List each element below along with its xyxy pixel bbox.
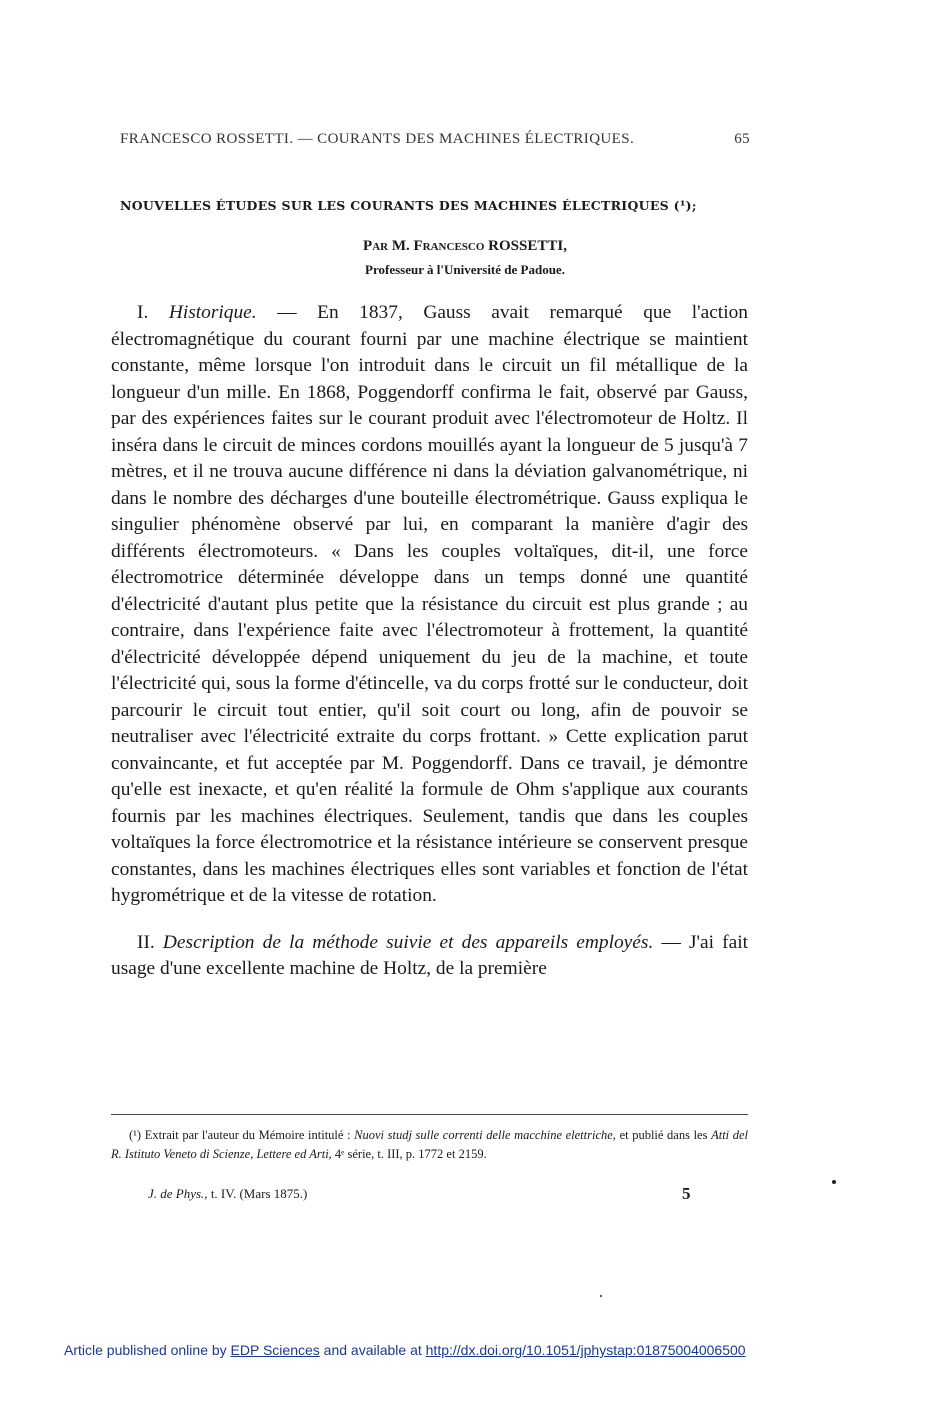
publisher-prefix: Article published online by [64,1342,227,1358]
footnote-marker: (¹) [129,1128,142,1142]
article-body [111,300,748,983]
section-2-label: II. [137,931,155,953]
doi-link[interactable]: http://dx.doi.org/10.1051/jphystap:01875004006500 [425,1342,746,1358]
ink-speck [600,1295,602,1297]
running-head-text: FRANCESCO ROSSETTI. — COURANTS DES MACHINES ÉLECTRIQUES. [120,131,635,147]
footnote-text-c: 4ᵉ série, t. III, p. 1772 et 2159. [334,1147,487,1161]
running-head [120,131,750,148]
sheet-number: 5 [682,1184,691,1203]
footnote-text-a: Extrait par l'auteur du Mémoire intitulé : [144,1128,351,1142]
page-number: 65 [734,131,750,147]
author-name: ROSSETTI, [488,238,567,254]
section-2-paragraph [111,930,748,983]
footnote-divider [111,1114,748,1115]
byline-prefix: Par M. Francesco [363,238,485,254]
section-1-text: — En 1837, Gauss avait remarqué que l'action électromagnétique du courant fourni par une machine électrique se maintient constante, même lorsque l'on introduit dans le circuit un fil métallique de la longueur d'un mille. En 1868, Poggendorff confirma le fait, observé par Gauss, par des expériences faites sur le courant produit avec l'électromoteur de Holtz. Il inséra dans le circuit de minces cordons mouillés ayant la longueur de 5 jusqu'à 7 mètres, et il ne trouva aucune différence ni dans la déviation galvanométrique, ni dans le nombre des décharges d'une bouteille électrométrique. Gauss expliqua le singulier phénomène observé par lui, en comparant la manière d'agir des différents électromoteurs. « Dans les couples voltaïques, dit-il, une force électromotrice déterminée développe dans un temps donné une quantité d'électricité d'autant plus petite que la résistance du circuit est plus grande ; au contraire, dans l'expérience faite avec l'électromoteur à frottement, la quantité d'électricité développée dépend uniquement du jeu de la machine, et toute l'électricité qui, sous la forme d'étincelle, va du corps frotté sur le conducteur, doit parcourir le circuit tout entier, qu'il soit court ou long, afin de pouvoir se neutraliser avec l'électricité extraite du corps frottant. » Cette explication parut convaincante, et fut acceptée par M. Poggendorff. Dans ce travail, je démontre qu'elle est inexacte, et qu'en réalité la formule de Ohm s'applique aux courants fournis par les machines électriques. Seulement, tandis que dans les couples voltaïques la force électromotrice et la résistance intérieure se conservent presque constantes, dans les machines électriques elles sont variables et fonction de l'état hygrométrique et de la vitesse de rotation. [111,302,748,906]
footnote-paragraph [111,1126,748,1164]
section-1-heading: Historique. [168,302,257,323]
publisher-middle: and available at [323,1342,422,1358]
journal-volume: t. IV. (Mars 1875.) [210,1186,308,1201]
footnote-journal: Atti del R. Istituto Veneto di Scienze, Lettere ed Arti, [111,1128,749,1161]
journal-signature [148,1186,307,1202]
section-1-label: I. [137,302,149,323]
author-affiliation: Professeur à l'Université de Padoue. [365,262,565,277]
publisher-notice [64,1342,864,1358]
article-title: NOUVELLES ÉTUDES SUR LES COURANTS DES MACHINES ÉLECTRIQUES (¹); [120,198,697,213]
publisher-link[interactable]: EDP Sciences [230,1342,320,1358]
footnote-text-b: et publié dans les [619,1128,708,1142]
ink-speck [832,1180,836,1184]
section-2-text: — J'ai fait usage d'une excellente machine de Holtz, de la première [111,931,748,979]
footnote-title: Nuovi studj sulle correnti delle macchine elettriche, [354,1128,616,1142]
journal-abbrev: J. de Phys., [148,1186,208,1201]
byline [0,238,930,255]
section-2-heading: Description de la méthode suivie et des appareils employés. [162,931,654,953]
section-1-paragraph [111,300,748,910]
footnote [111,1126,748,1164]
